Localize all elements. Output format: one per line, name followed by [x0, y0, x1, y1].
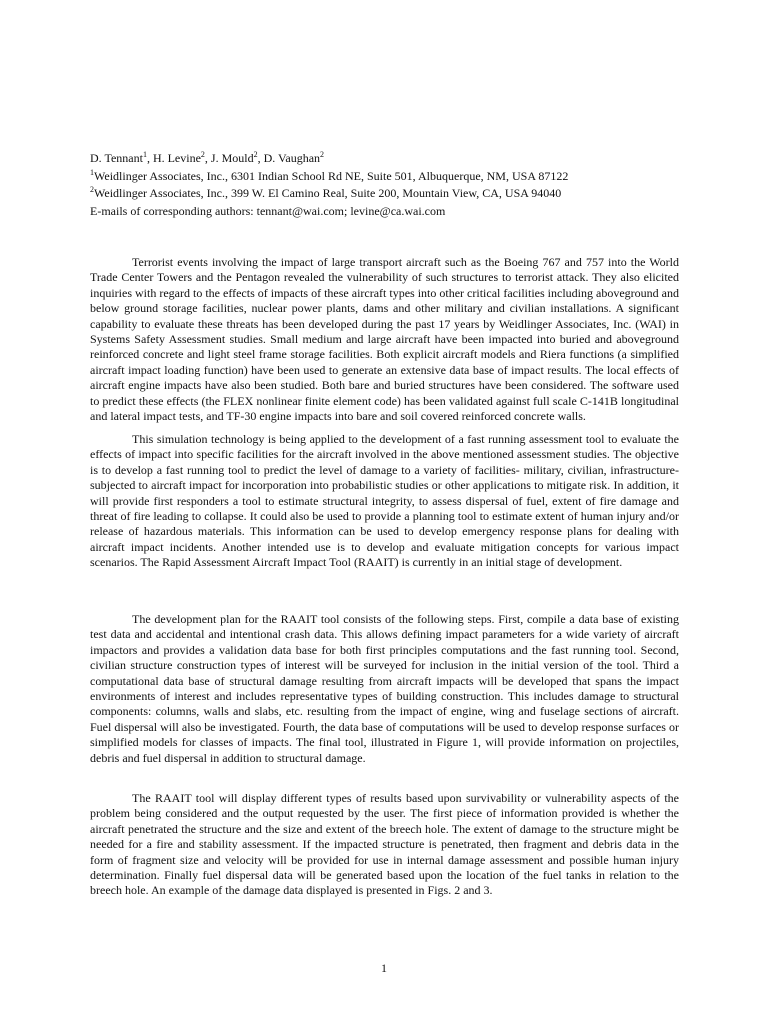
author-name: D. Tennant — [90, 151, 143, 165]
page-number: 1 — [381, 961, 387, 975]
author-separator: , — [257, 151, 264, 165]
affiliation-line — [90, 185, 690, 203]
body-paragraph: Terrorist events involving the impact of large transport aircraft such as the Boeing 767 and 757 into the World Trade Center Towers and the Pentagon revealed the vulnerability of such structures to terrorist attack. They also elicited inquiries with regard to the effects of impacts of these aircraft types into other critical facilities including aboveground and below ground storage facilities, nuclear power plants, dams and other military and civilian installations. A significant capability to evaluate these threats has been developed during the past 17 years by Weidlinger Associates, Inc. (WAI) in Systems Safety Assessment studies. Small medium and large aircraft have been impacted into buried and aboveground reinforced concrete and light steel frame storage facilities. Both explicit aircraft models and Riera functions (a simplified aircraft impact loading function) have been used to generate an extensive data base of impact results. The local effects of aircraft engine impacts have also been studied. Both bare and buried structures have been considered. The software used to predict these effects (the FLEX nonlinear finite element code) has been validated against full scale C-141B longitudinal and lateral impact tests, and TF-30 engine impacts into bare and soil covered reinforced concrete walls. — [90, 255, 679, 424]
body-paragraph: The RAAIT tool will display different types of results based upon survivability or vulnerability aspects of the problem being considered and the output requested by the user. The first piece of information provided is whether the aircraft penetrated the structure and the size and extent of the breech hole. The extent of damage to the structure might be needed for a fire and stability assessment. If the impacted structure is penetrated, then fragment and debris data in the form of fragment size and velocity will be provided for use in internal damage assessment and possible human injury determination. Finally fuel dispersal data will be generated based upon the location of the fuel tanks in relation to the breech hole. An example of the damage data displayed is presented in Figs. 2 and 3. — [90, 791, 679, 898]
author-name: J. Mould — [210, 151, 254, 165]
body-paragraph: The development plan for the RAAIT tool consists of the following steps. First, compile a data base of existing test data and accidental and intentional crash data. This allows defining impact parameters for a wide variety of aircraft impactors and provides a validation data base for both first principles computations and the fast running tool. Second, civilian structure construction types of interest will be surveyed for inclusion in the initial version of the tool. Third a computational data base of structural damage resulting from aircraft impacts will be developed that spans the impact environments of interest and includes representative types of building construction. This includes damage to structural components: columns, walls and slabs, etc. resulting from the impact of engine, wing and fuselage sections of aircraft. Fuel dispersal will also be investigated. Fourth, the data base of computations will be used to develop response surfaces or simplified models for classes of impacts. The final tool, illustrated in Figure 1, will provide information on projectiles, debris and fuel dispersal in addition to structural damage. — [90, 612, 679, 765]
affiliation-line — [90, 168, 690, 186]
author-affiliation-marker: 2 — [320, 150, 325, 159]
body-paragraph: This simulation technology is being applied to the development of a fast running assessment tool to evaluate the effects of impact into specific facilities for the aircraft involved in the above mentioned assessment studies. The objective is to develop a fast running tool to predict the level of damage to a variety of facilities- military, civilian, infrastructure- subjected to aircraft impact for incorporation into probabilistic studies or other applications to mitigate risk. In addition, it will provide first responders a tool to estimate structural integrity, to assess dispersal of fuel, extent of fire damage and threat of fire leading to collapse. It could also be used to provide a planning tool to estimate extent of human injury and/or release of hazardous materials. This information can be used to develop emergency response plans for dealing with aircraft impact incidents. Another intended use is to develop and evaluate mitigation concepts for various impact scenarios. The Rapid Assessment Aircraft Impact Tool (RAAIT) is currently in an initial stage of development. — [90, 432, 679, 570]
author-block — [90, 150, 690, 220]
author-affiliation-marker: 2 — [253, 150, 258, 159]
affiliation-marker: 1 — [90, 167, 94, 177]
affiliation-text: Weidlinger Associates, Inc., 399 W. El Camino Real, Suite 200, Mountain View, CA, USA 94040 — [94, 186, 562, 200]
author-name: D. Vaughan — [263, 151, 321, 165]
author-list — [90, 150, 690, 168]
author-separator: , — [204, 151, 211, 165]
affiliation-text: Weidlinger Associates, Inc., 6301 Indian School Rd NE, Suite 501, Albuquerque, NM, USA 87122 — [94, 168, 569, 183]
corresponding-emails: E-mails of corresponding authors: tennant@wai.com; levine@ca.wai.com — [90, 203, 446, 218]
author-separator: , — [146, 151, 153, 165]
affiliation-marker: 2 — [90, 185, 94, 194]
author-affiliation-marker: 1 — [142, 150, 147, 159]
author-name: H. Levine — [152, 151, 201, 165]
author-affiliation-marker: 2 — [200, 150, 205, 159]
